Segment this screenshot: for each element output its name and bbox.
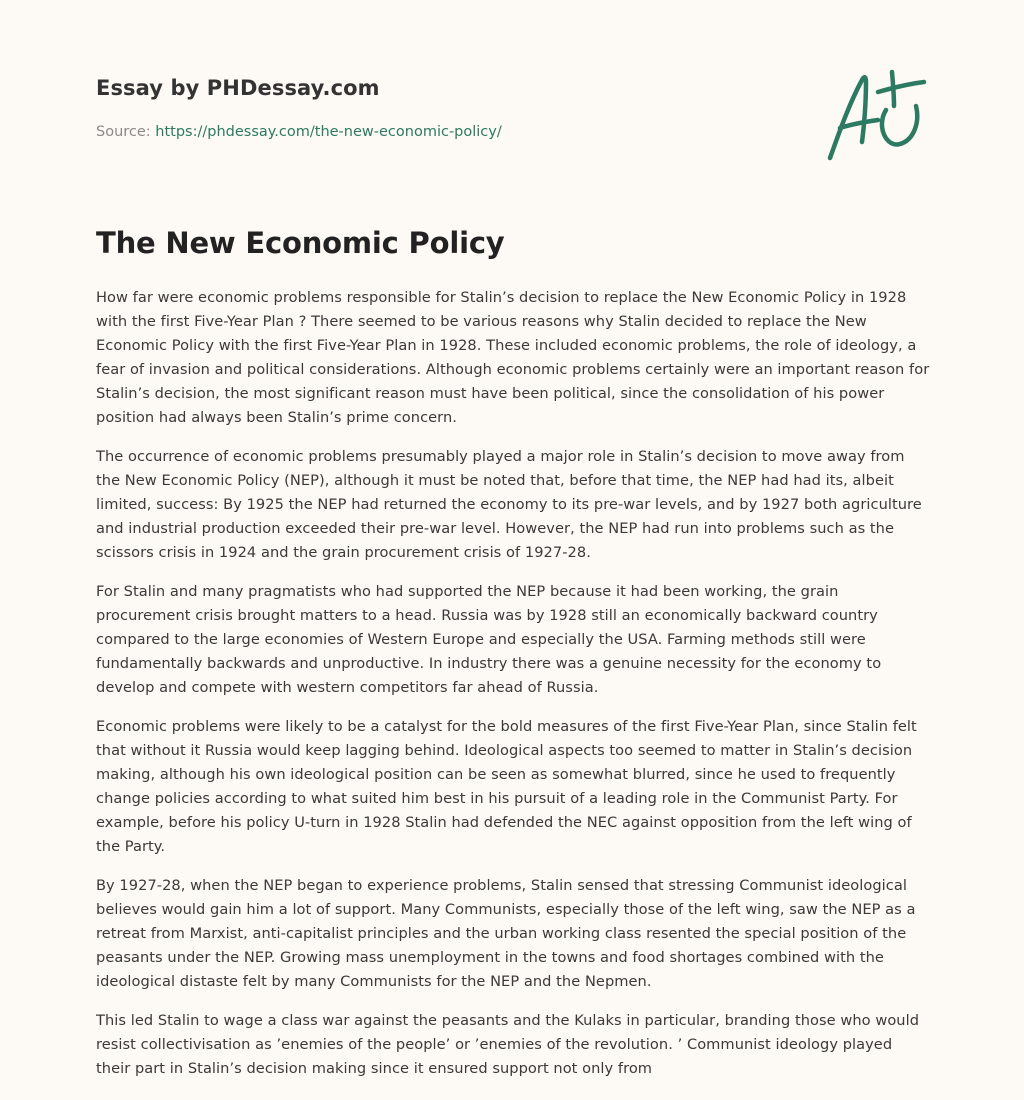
essay-body	[96, 286, 930, 1096]
essay-paragraph: By 1927-28, when the NEP began to experience problems, Stalin sensed that stressing Communist ideological believes would gain him a lot of support. Many Communists, especially those of the left wing, saw the NEP as a retreat from Marxist, anti-capitalist principles and the urban working class resented the special position of the peasants under the NEP. Growing mass unemployment in the towns and food shortages combined with the ideological distaste felt by many Communists for the NEP and the Nepmen.	[96, 877, 916, 990]
essay-paragraph: This led Stalin to wage a class war against the peasants and the Kulaks in particular, branding those who would resist collectivisation as ’enemies of the people’ or ’enemies of the revolution. ’ Communist ideology played their part in Stalin’s decision making since it ensured support not only from	[96, 1012, 920, 1077]
essay-paragraph: The occurrence of economic problems presumably played a major role in Stalin’s decision to move away from the New Economic Policy (NEP), although it must be noted that, before that time, the NEP had had its, albeit limited, success: By 1925 the NEP had returned the economy to its pre-war levels, and by 1927 both agriculture and industrial production exceeded their pre-war level. However, the NEP had run into problems such as the scissors crisis in 1924 and the grain procurement crisis of 1927-28.	[96, 448, 922, 561]
source-link[interactable]: https://phdessay.com/the-new-economic-policy/	[155, 124, 502, 140]
essay-paragraph: For Stalin and many pragmatists who had supported the NEP because it had been working, the grain procurement crisis brought matters to a head. Russia was by 1928 still an economically backward country compared to the large economies of Western Europe and especially the USA. Farming methods still were fundamentally backwards and unproductive. In industry there was a genuine necessity for the economy to develop and compete with western competitors far ahead of Russia.	[96, 583, 882, 696]
source-label: Source:	[96, 124, 156, 140]
site-brand: Essay by PHDessay.com	[96, 76, 380, 100]
essay-paragraph: Economic problems were likely to be a catalyst for the bold measures of the first Five-Year Plan, since Stalin felt that without it Russia would keep lagging behind. Ideological aspects too seemed to matter in Stalin’s decision making, although his own ideological position can be seen as somewhat blurred, since he used to frequently change policies according to what suited him best in his pursuit of a leading role in the Communist Party. For example, before his policy U-turn in 1928 Stalin had defended the NEC against opposition from the left wing of the Party.	[96, 718, 917, 855]
essay-title: The New Economic Policy	[96, 226, 505, 260]
a-plus-grade-icon	[824, 66, 928, 166]
source-line	[96, 124, 502, 140]
essay-paragraph: How far were economic problems responsible for Stalin’s decision to replace the New Economic Policy in 1928 with the first Five-Year Plan ? There seemed to be various reasons why Stalin decided to replace the New Economic Policy with the first Five-Year Plan in 1928. These included economic problems, the role of ideology, a fear of invasion and political considerations. Although economic problems certainly were an important reason for Stalin’s decision, the most significant reason must have been political, since the consolidation of his power position had always been Stalin’s prime concern.	[96, 289, 930, 426]
